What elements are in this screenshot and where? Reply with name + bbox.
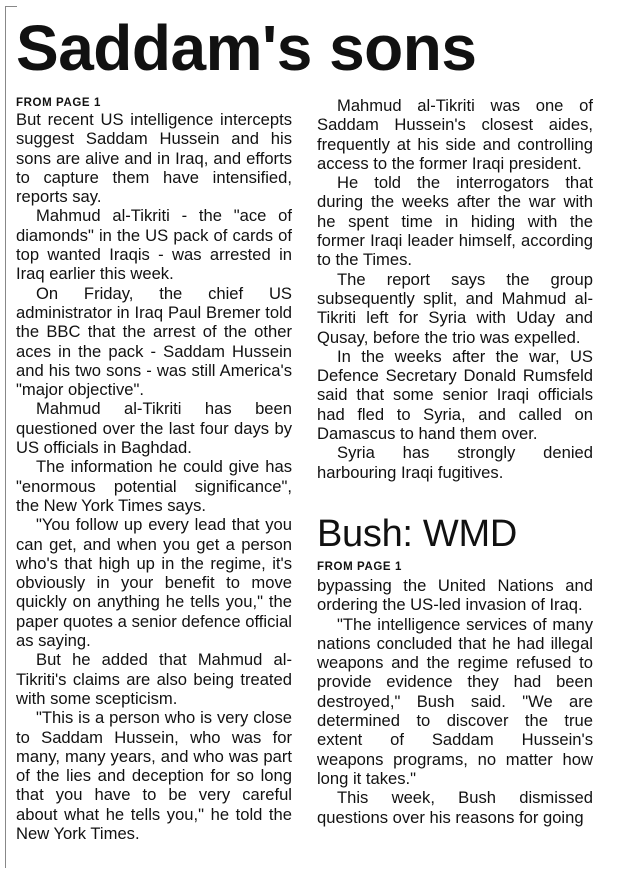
article-paragraph: Mahmud al-Tikriti has been questioned over the last four days by US officials in Baghdad. — [16, 399, 292, 458]
article-paragraph: The report says the group subsequently split, and Mahmud al-Tikriti left for Syria with Uday and Qusay, before the trio was expelled. — [317, 269, 593, 347]
article-paragraph: Mahmud al-Tikriti was one of Saddam Hussein's closest aides, frequently at his side and controlling access to the former Iraqi president. — [317, 96, 593, 173]
right-column — [317, 96, 593, 827]
column-rule-top — [5, 6, 17, 7]
article-paragraph: The information he could give has "enormous potential significance", the New York Times says. — [16, 457, 292, 515]
left-column — [16, 96, 292, 843]
article-paragraph: He told the interrogators that during the weeks after the war with he spent time in hiding with the former Iraqi leader himself, according to the Times. — [317, 173, 593, 270]
article-paragraph: Mahmud al-Tikriti - the "ace of diamonds" in the US pack of cards of top wanted Iraqis - was arrested in Iraq earlier this week. — [16, 206, 292, 284]
article-paragraph: "This is a person who is very close to Saddam Hussein, who was for many, many years, and who was part of the lies and deception for so long that you have to be very careful about what he tells you," he told the New York Times. — [16, 708, 292, 843]
article-paragraph: Syria has strongly denied harbouring Iraqi fugitives. — [317, 443, 593, 482]
article-paragraph: But he added that Mahmud al-Tikriti's claims are also being treated with some scepticism. — [16, 650, 292, 708]
article-paragraph: On Friday, the chief US administrator in Iraq Paul Bremer told the BBC that the arrest of the other aces in the pack - Saddam Hussein and his two sons - was still America's "major objective". — [16, 283, 292, 400]
column-rule — [5, 6, 6, 868]
article-paragraph: In the weeks after the war, US Defence Secretary Donald Rumsfeld said that some senior Iraqi officials had fled to Syria, and called on Damascus to hand them over. — [317, 346, 593, 444]
article-paragraph: But recent US intelligence intercepts suggest Saddam Hussein and his sons are alive and in Iraq, and efforts to capture them have intensified, reports say. — [16, 110, 292, 207]
second-story-headline: Bush: WMD — [317, 512, 517, 555]
kicker-from-page-1: FROM PAGE 1 — [16, 97, 101, 109]
article-paragraph: This week, Bush dismissed questions over his reasons for going — [317, 788, 593, 827]
article-paragraph: bypassing the United Nations and ordering the US-led invasion of Iraq. — [317, 575, 593, 615]
article-paragraph: "The intelligence services of many nations concluded that he had illegal weapons and the regime refused to provide evidence they had been destroyed," Bush said. "We are determined to discover the true extent of Saddam Hussein's weapons programs, no matter how long it takes." — [317, 614, 593, 788]
headline: Saddam's sons — [16, 12, 477, 84]
second-story-kicker: FROM PAGE 1 — [317, 560, 402, 573]
article-paragraph: "You follow up every lead that you can get, and when you get a person who's that high up in the regime, it's obviously in your benefit to move quickly on anything he tells you," the paper quotes a senior defence official as saying. — [16, 515, 292, 651]
